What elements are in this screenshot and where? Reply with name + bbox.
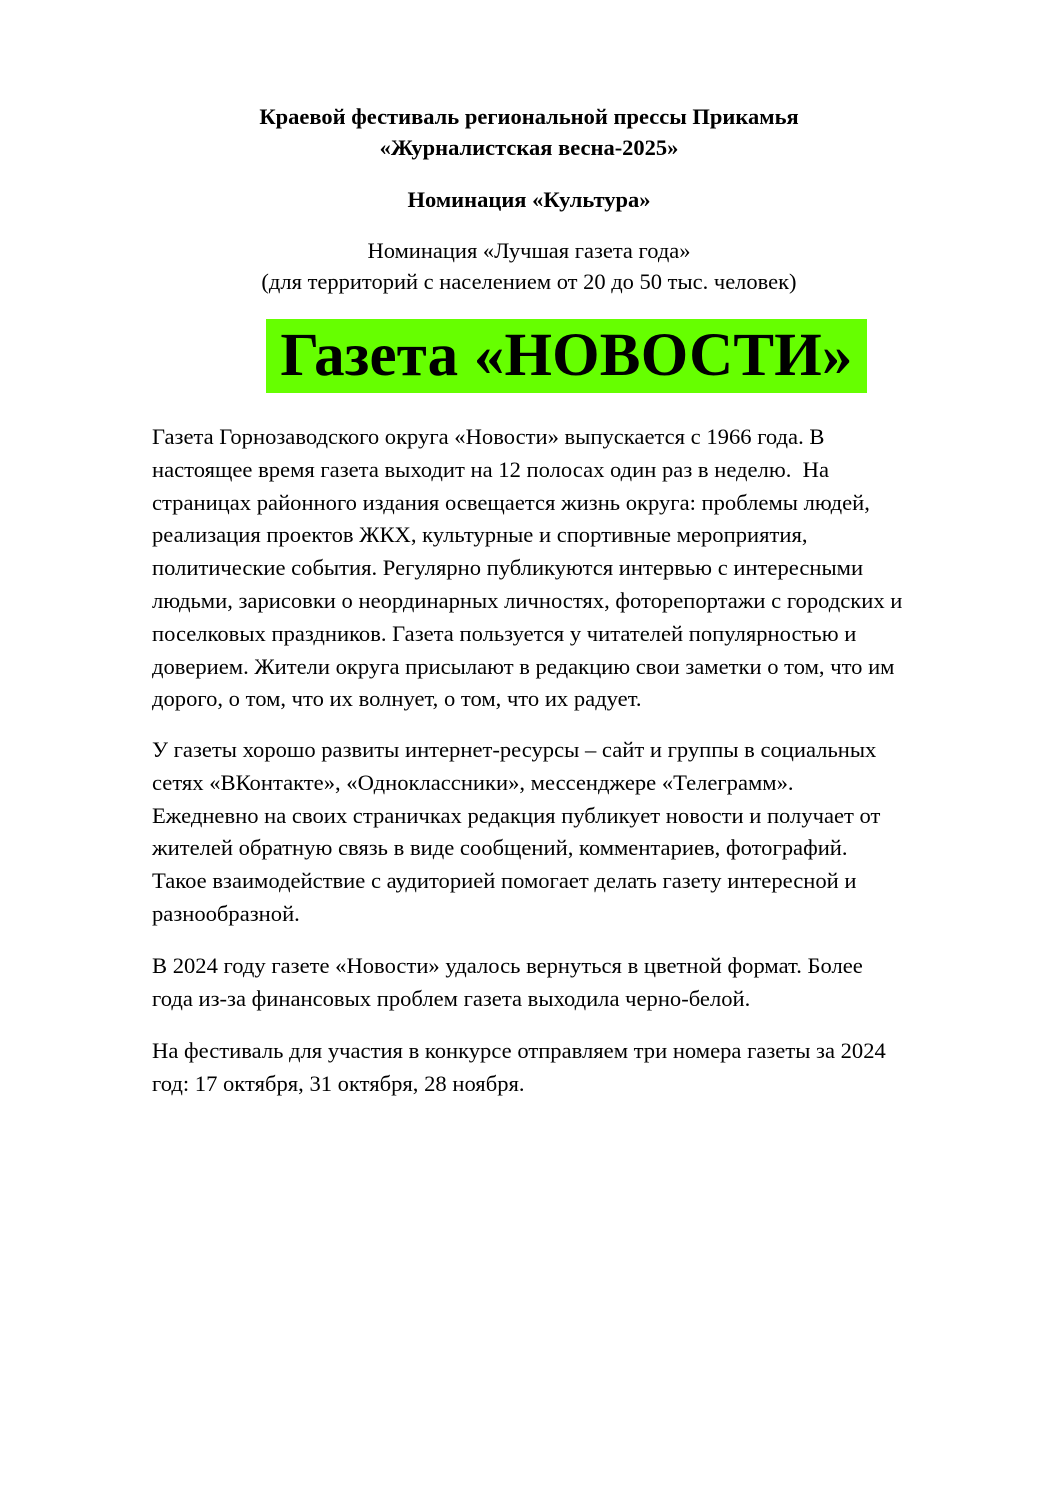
paragraph-line: Газета Горнозаводского округа «Новости» выпускается с 1966 года. В (152, 424, 825, 449)
paragraph-history (152, 421, 992, 716)
paragraph-line: людьми, зарисовки о неординарных личностях, фоторепортажи с городских и (152, 587, 903, 613)
nomination-culture-heading (0, 184, 1058, 215)
paragraph-line: В 2024 году газете «Новости» удалось вернуться в цветной формат. Более (152, 953, 863, 978)
paragraph-line: года из-за финансовых проблем газета выходила черно-белой. (152, 985, 751, 1011)
nomination-best-line: Номинация «Лучшая газета года» (367, 238, 691, 263)
paragraph-line: настоящее время газета выходит на 12 полосах один раз в неделю. На (152, 456, 830, 482)
nomination-culture-text: Номинация «Культура» (407, 187, 651, 212)
paragraph-internet (152, 734, 992, 931)
paragraph-line: доверием. Жители округа присылают в редакцию свои заметки о том, что им (152, 653, 895, 679)
newspaper-title-highlight (266, 319, 867, 393)
paragraph-line: поселковых праздников. Газета пользуется у читателей популярностью и (152, 620, 857, 646)
paragraph-submission (152, 1035, 992, 1101)
paragraph-line: Такое взаимодействие с аудиторией помогает делать газету интересной и (152, 868, 857, 894)
paragraph-line: политические события. Регулярно публикуются интервью с интересными (152, 555, 864, 581)
paragraph-color-format (152, 950, 992, 1016)
paragraph-line: дорого, о том, что их волнует, о том, что их радует. (152, 686, 642, 712)
festival-subtitle-line: «Журналистская весна-2025» (379, 135, 679, 160)
paragraph-line: жителей обратную связь в виде сообщений, комментариев, фотографий. (152, 835, 848, 861)
paragraph-line: реализация проектов ЖКХ, культурные и спортивные мероприятия, (152, 522, 808, 548)
paragraph-line: год: 17 октября, 31 октября, 28 ноября. (152, 1070, 525, 1096)
paragraph-line: разнообразной. (152, 900, 300, 926)
festival-heading (0, 101, 1058, 163)
paragraph-line: страницах районного издания освещается жизнь округа: проблемы людей, (152, 489, 870, 515)
newspaper-title: Газета «НОВОСТИ» (280, 322, 853, 389)
nomination-best-heading (0, 235, 1058, 297)
paragraph-line: На фестиваль для участия в конкурсе отправляем три номера газеты за 2024 (152, 1038, 886, 1063)
festival-title-line: Краевой фестиваль региональной прессы Прикамья (259, 104, 799, 129)
paragraph-line: сетях «ВКонтакте», «Одноклассники», мессенджере «Телеграмм». (152, 769, 794, 795)
nomination-population-line: (для территорий с населением от 20 до 50 тыс. человек) (261, 269, 797, 294)
paragraph-line: Ежедневно на своих страничках редакция публикует новости и получает от (152, 802, 881, 828)
paragraph-line: У газеты хорошо развиты интернет-ресурсы – сайт и группы в социальных (152, 737, 877, 762)
